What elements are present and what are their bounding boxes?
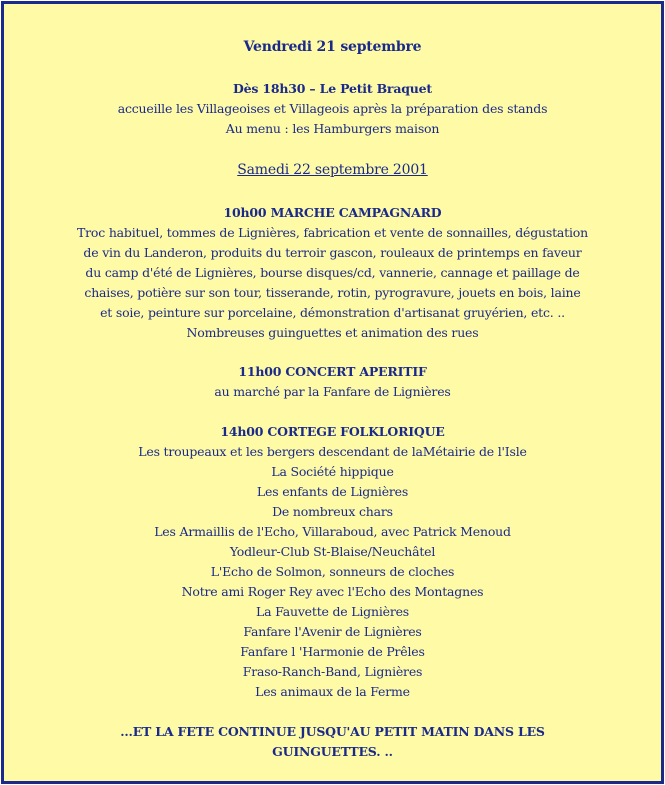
friday-title: Vendredi 21 septembre [243,39,422,55]
saturday-title: Samedi 22 septembre 2001 [237,162,428,178]
parade-line: De nombreux chars [272,504,393,519]
concert-heading: 11h00 CONCERT APERITIF [238,364,427,379]
closing-line: GUINGUETTES. .. [272,744,393,759]
market-line: chaises, potière sur son tour, tisserande, rotin, pyrogravure, jouets en bois, laine [84,285,581,300]
closing-line: ...ET LA FETE CONTINUE JUSQU'AU PETIT MATIN DANS LES [120,724,545,739]
parade-line: Les troupeaux et les bergers descendant de laMétairie de l'Isle [138,444,527,459]
parade-line: Fraso-Ranch-Band, Lignières [242,664,423,679]
program-panel [1,1,664,784]
parade-line: L'Echo de Solmon, sonneurs de cloches [210,564,455,579]
market-line: Nombreuses guinguettes et animation des rues [186,325,479,340]
parade-line: Yodleur-Club St-Blaise/Neuchâtel [229,544,436,559]
parade-line: La Société hippique [271,464,394,479]
parade-line: Fanfare l 'Harmonie de Prêles [240,644,425,659]
parade-line: La Fauvette de Lignières [255,604,410,619]
market-line: et soie, peinture sur porcelaine, démonstration d'artisanat gruyérien, etc. .. [100,305,565,320]
friday-event-heading: Dès 18h30 – Le Petit Braquet [233,81,432,96]
parade-line: Notre ami Roger Rey avec l'Echo des Montagnes [181,584,484,599]
market-heading: 10h00 MARCHE CAMPAGNARD [223,205,442,220]
parade-line: Les enfants de Lignières [256,484,409,499]
market-line: de vin du Landeron, produits du terroir gascon, rouleaux de printemps en faveur [83,245,582,260]
parade-line: Les animaux de la Ferme [255,684,410,699]
friday-event-line: Au menu : les Hamburgers maison [225,121,440,136]
parade-heading: 14h00 CORTEGE FOLKLORIQUE [220,424,445,439]
market-line: du camp d'été de Lignières, bourse disques/cd, vannerie, cannage et paillage de [85,265,580,280]
parade-line: Les Armaillis de l'Echo, Villaraboud, avec Patrick Menoud [154,524,511,539]
concert-line: au marché par la Fanfare de Lignières [214,384,451,399]
market-line: Troc habituel, tommes de Lignières, fabrication et vente de sonnailles, dégustation [77,225,588,240]
parade-line: Fanfare l'Avenir de Lignières [243,624,422,639]
friday-event-line: accueille les Villageoises et Villageois après la préparation des stands [117,101,548,116]
